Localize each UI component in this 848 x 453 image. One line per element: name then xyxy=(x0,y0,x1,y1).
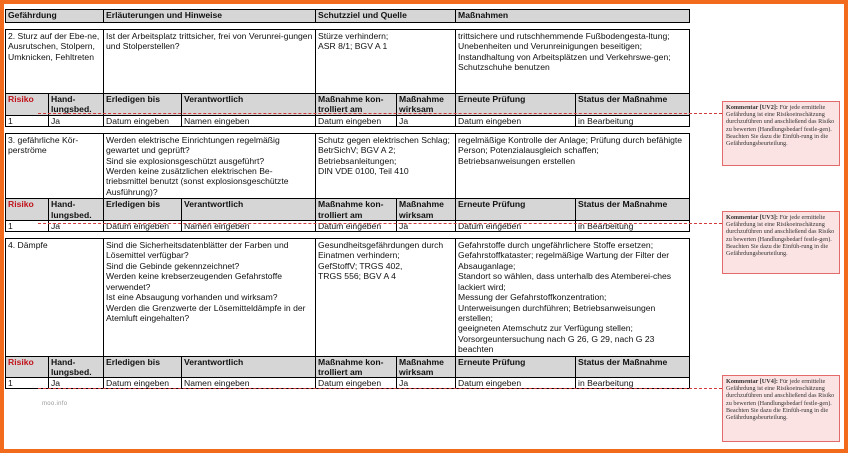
notes-cell: Sind die Sicherheitsdatenblätter der Farben und Lösemittel verfügbar? Sind die Gebinde gekennzeichnet? Werden keine krebserzeugenden Gefahrstoffe verwendet? Ist eine Absaugung vorhanden und wirksam? Werden die Grenzwerte der Lösemitteldämpfe in der Atemluft eingehalten? xyxy=(104,239,316,356)
status-label: Status der Maßnahme xyxy=(576,94,690,116)
action-need-field[interactable]: Ja xyxy=(49,378,104,389)
comment-title: Kommentar [UV2]: xyxy=(726,104,778,111)
comment-text: Für jede ermittelte Gefährdung ist eine Risikoeinschätzung durchzuführen und anschließend das Risiko zu bewerten (Handlungsbedarf festle-gen). Beachten Sie dazu die Einfüh-rung in die Gefährdungsbeurteilung. xyxy=(726,104,835,148)
sub-header-row xyxy=(6,199,690,221)
hazard-row xyxy=(6,30,690,94)
status-field[interactable]: in Bearbeitung xyxy=(576,378,690,389)
effective-label: Maßnahme wirksam xyxy=(397,199,456,221)
notes-cell: Ist der Arbeitsplatz trittsicher, frei von Verunrei-gungen und Stolperstellen? xyxy=(104,30,316,94)
watermark: moo.info xyxy=(42,401,68,407)
header-measures: Maßnahmen xyxy=(456,10,690,23)
responsible-label: Verantwortlich xyxy=(182,199,316,221)
risk-value-field[interactable]: 1 xyxy=(6,115,49,126)
responsible-field[interactable]: Namen eingeben xyxy=(182,221,316,232)
sub-header-row xyxy=(6,356,690,378)
table-header-row xyxy=(6,10,690,23)
risk-value-field[interactable]: 1 xyxy=(6,221,49,232)
hazard-cell: 3. gefährliche Kör-perströme xyxy=(6,133,104,198)
done-by-field[interactable]: Datum eingeben xyxy=(104,221,182,232)
recheck-field[interactable]: Datum eingeben xyxy=(456,378,576,389)
comment-text: Für jede ermittelte Gefährdung ist eine Risikoeinschätzung durchzuführen und anschließend das Risiko zu bewerten (Handlungsbedarf festle-gen). Beachten Sie dazu die Einfüh-rung in die Gefährdungsbeurteilung. xyxy=(726,214,835,258)
risk-label: Risiko xyxy=(6,94,49,116)
goal-cell: Schutz gegen elektrischen Schlag; BetrSichV; BGV A 2; Betriebsanleitungen; DIN VDE 0100, Teil 410 xyxy=(316,133,456,198)
comment-title: Kommentar [UV4]: xyxy=(726,378,778,385)
checked-on-field[interactable]: Datum eingeben xyxy=(316,115,397,126)
checked-on-field[interactable]: Datum eingeben xyxy=(316,378,397,389)
measures-cell: trittsichere und rutschhemmende Fußbodengesta-ltung; Unebenheiten und Verunreinigungen beseitigen; Instandhaltung von Arbeitsplätzen und Verkehrswe-gen; Schutzschuhe benutzen xyxy=(456,30,690,94)
done-by-field[interactable]: Datum eingeben xyxy=(104,115,182,126)
measures-cell: Gefahrstoffe durch ungefährlichere Stoffe ersetzen; Gefahrstoffkataster; regelmäßige Wartung der Filter der Absauganlage; Standort so wählen, dass unterhalb des Atemberei-ches lackiert wird; Messung der Gefahrstoffkonzentration; Unterweisungen durchführen; Betriebsanweisungen erstellen; geeigneten Atemschutz zur Verfügung stellen; Vorsorgeuntersuchung nach G 26, G 29, nach G 23 beachten xyxy=(456,239,690,356)
effective-field[interactable]: Ja xyxy=(397,115,456,126)
comment-connector xyxy=(38,223,722,224)
recheck-field[interactable]: Datum eingeben xyxy=(456,221,576,232)
risk-value-field[interactable]: 1 xyxy=(6,378,49,389)
responsible-label: Verantwortlich xyxy=(182,94,316,116)
effective-label: Maßnahme wirksam xyxy=(397,94,456,116)
document-page xyxy=(5,9,689,389)
effective-label: Maßnahme wirksam xyxy=(397,356,456,378)
checked-on-label: Maßnahme kon-trolliert am xyxy=(316,94,397,116)
hazard-cell: 4. Dämpfe xyxy=(6,239,104,356)
checked-on-field[interactable]: Datum eingeben xyxy=(316,221,397,232)
recheck-label: Erneute Prüfung xyxy=(456,199,576,221)
measures-cell: regelmäßige Kontrolle der Anlage; Prüfung durch befähigte Person; Potenzialausgleich schaffen; Betriebsanweisungen erstellen xyxy=(456,133,690,198)
comment-title: Kommentar [UV3]: xyxy=(726,214,778,221)
recheck-field[interactable]: Datum eingeben xyxy=(456,115,576,126)
checked-on-label: Maßnahme kon-trolliert am xyxy=(316,199,397,221)
goal-cell: Stürze verhindern; ASR 8/1; BGV A 1 xyxy=(316,30,456,94)
status-label: Status der Maßnahme xyxy=(576,199,690,221)
goal-cell: Gesundheitsgefährdungen durch Einatmen verhindern; GefStoffV; TRGS 402, TRGS 556; BGV A 4 xyxy=(316,239,456,356)
effective-field[interactable]: Ja xyxy=(397,378,456,389)
effective-field[interactable]: Ja xyxy=(397,221,456,232)
risk-label: Risiko xyxy=(6,356,49,378)
responsible-label: Verantwortlich xyxy=(182,356,316,378)
done-by-field[interactable]: Datum eingeben xyxy=(104,378,182,389)
comment-bubble[interactable] xyxy=(722,375,840,442)
notes-cell: Werden elektrische Einrichtungen regelmäßig gewartet und geprüft? Sind sie explosionsgeschützt ausgeführt? Werden keine zusätzlichen elektrischen Be-triebsmittel benutzt (sonst explosionsgeschützte Ausführung)? xyxy=(104,133,316,198)
comment-bubble[interactable] xyxy=(722,211,840,274)
value-row xyxy=(6,115,690,126)
done-by-label: Erledigen bis xyxy=(104,94,182,116)
header-goal: Schutzziel und Quelle xyxy=(316,10,456,23)
done-by-label: Erledigen bis xyxy=(104,356,182,378)
status-field[interactable]: in Bearbeitung xyxy=(576,221,690,232)
action-need-field[interactable]: Ja xyxy=(49,221,104,232)
hazard-row xyxy=(6,239,690,356)
status-label: Status der Maßnahme xyxy=(576,356,690,378)
action-need-label: Hand-lungsbed. xyxy=(49,199,104,221)
hazard-cell: 2. Sturz auf der Ebe-ne, Ausrutschen, Stolpern, Umknicken, Fehltreten xyxy=(6,30,104,94)
recheck-label: Erneute Prüfung xyxy=(456,356,576,378)
action-need-label: Hand-lungsbed. xyxy=(49,94,104,116)
responsible-field[interactable]: Namen eingeben xyxy=(182,115,316,126)
risk-label: Risiko xyxy=(6,199,49,221)
comment-connector xyxy=(38,388,722,389)
recheck-label: Erneute Prüfung xyxy=(456,94,576,116)
risk-assessment-table xyxy=(5,9,690,389)
comment-bubble[interactable] xyxy=(722,101,840,166)
action-need-field[interactable]: Ja xyxy=(49,115,104,126)
responsible-field[interactable]: Namen eingeben xyxy=(182,378,316,389)
hazard-row xyxy=(6,133,690,198)
done-by-label: Erledigen bis xyxy=(104,199,182,221)
status-field[interactable]: in Bearbeitung xyxy=(576,115,690,126)
checked-on-label: Maßnahme kon-trolliert am xyxy=(316,356,397,378)
comment-text: Für jede ermittelte Gefährdung ist eine Risikoeinschätzung durchzuführen und anschließend das Risiko zu bewerten (Handlungsbedarf festle-gen). Beachten Sie dazu die Einfüh-rung in die Gefährdungsbeurteilung. xyxy=(726,378,835,422)
comment-connector xyxy=(38,113,722,114)
header-notes: Erläuterungen und Hinweise xyxy=(104,10,316,23)
header-hazard: Gefährdung xyxy=(6,10,104,23)
action-need-label: Hand-lungsbed. xyxy=(49,356,104,378)
